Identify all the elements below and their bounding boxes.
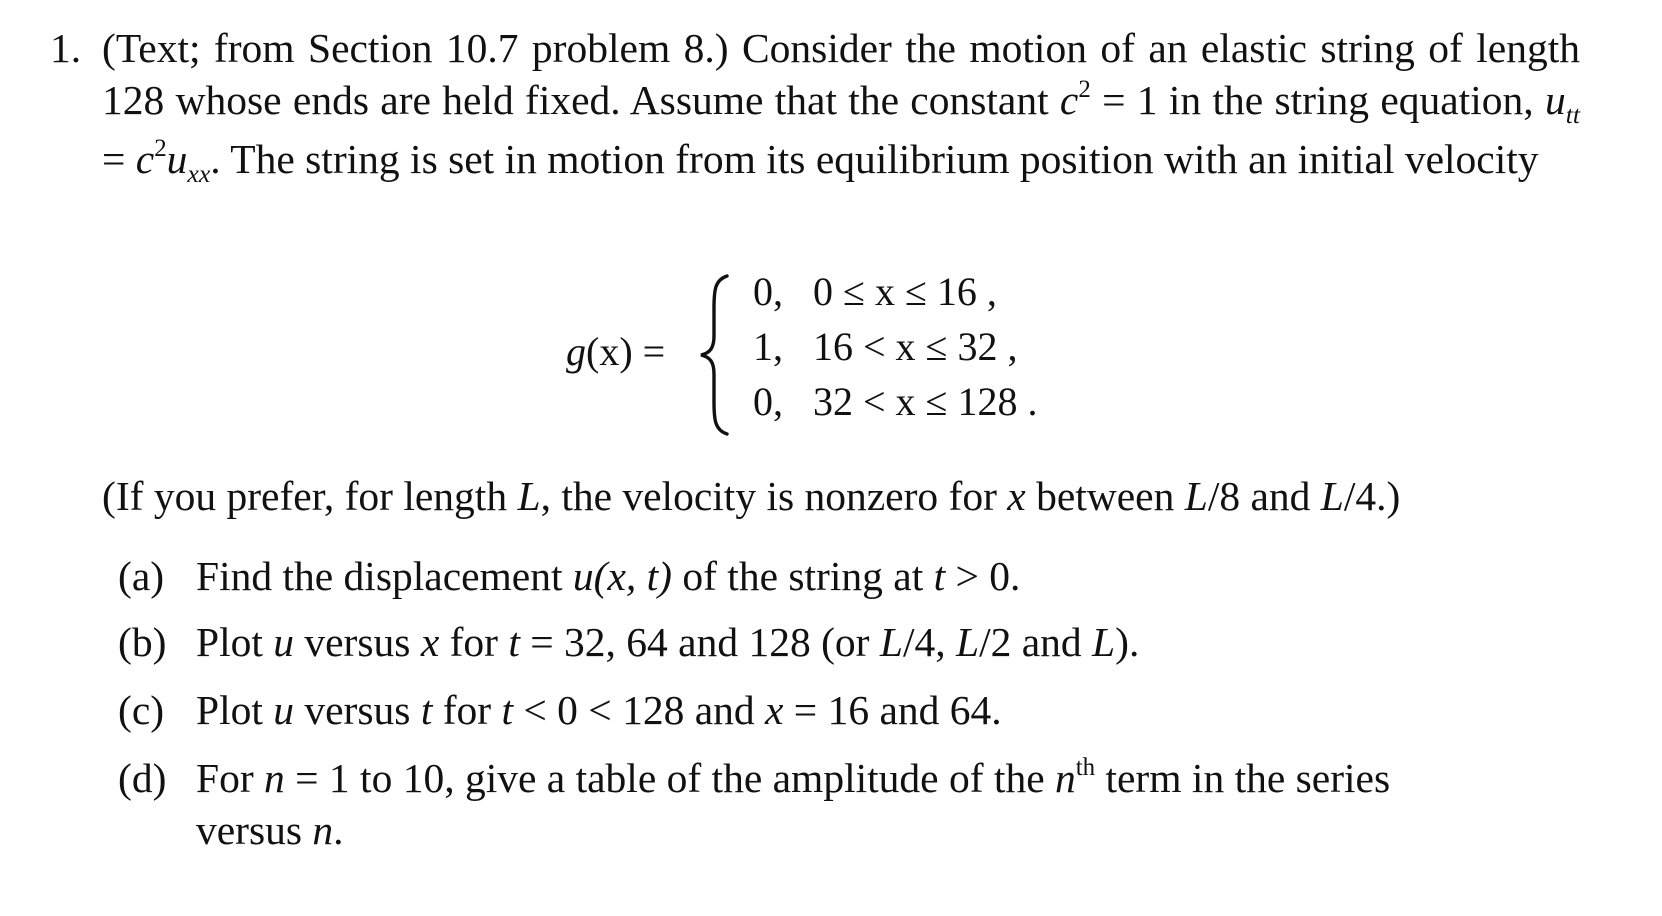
problem-statement: [50, 22, 1580, 192]
part-a: (a) Find the displacement u(x, t) of the string at t > 0.: [118, 553, 1021, 599]
part-c: (c) Plot u versus t for t < 0 < 128 and x = 16 and 64.: [118, 687, 1002, 733]
length-note: (If you prefer, for length L, the velocity is nonzero for x between L/8 and L/4.): [102, 473, 1401, 519]
equation-lhs: g(x) =: [566, 329, 666, 374]
case-row-1: 0, 0 ≤ x ≤ 16 ,: [753, 269, 997, 314]
problem-intro: (Text; from Section 10.7 problem 8.) Consider the motion of an elastic string of length 128 whose ends are held fixed. Assume that the constant $c^2 = 1$ in the string equation, $u_{tt} = c^2u_{xx}$. The string is set in motion from its equilibrium position with an initial velocity: [102, 25, 1580, 188]
case-row-2: 1, 16 < x ≤ 32 ,: [753, 324, 1018, 369]
part-d: (d) For n = 1 to 10, give a table of the amplitude of the $n^{th}$ term in the series: [118, 753, 1391, 801]
left-brace: [696, 272, 736, 438]
part-b: (b) Plot u versus x for t = 32, 64 and 128 (or L/4, L/2 and L).: [118, 619, 1140, 665]
initial-velocity-equation: [566, 270, 1126, 440]
part-d-continuation: versus n.: [196, 807, 344, 853]
case-row-3: 0, 32 < x ≤ 128 .: [753, 379, 1038, 424]
problem-body: [102, 22, 1580, 192]
problem-number: 1.: [50, 25, 82, 71]
